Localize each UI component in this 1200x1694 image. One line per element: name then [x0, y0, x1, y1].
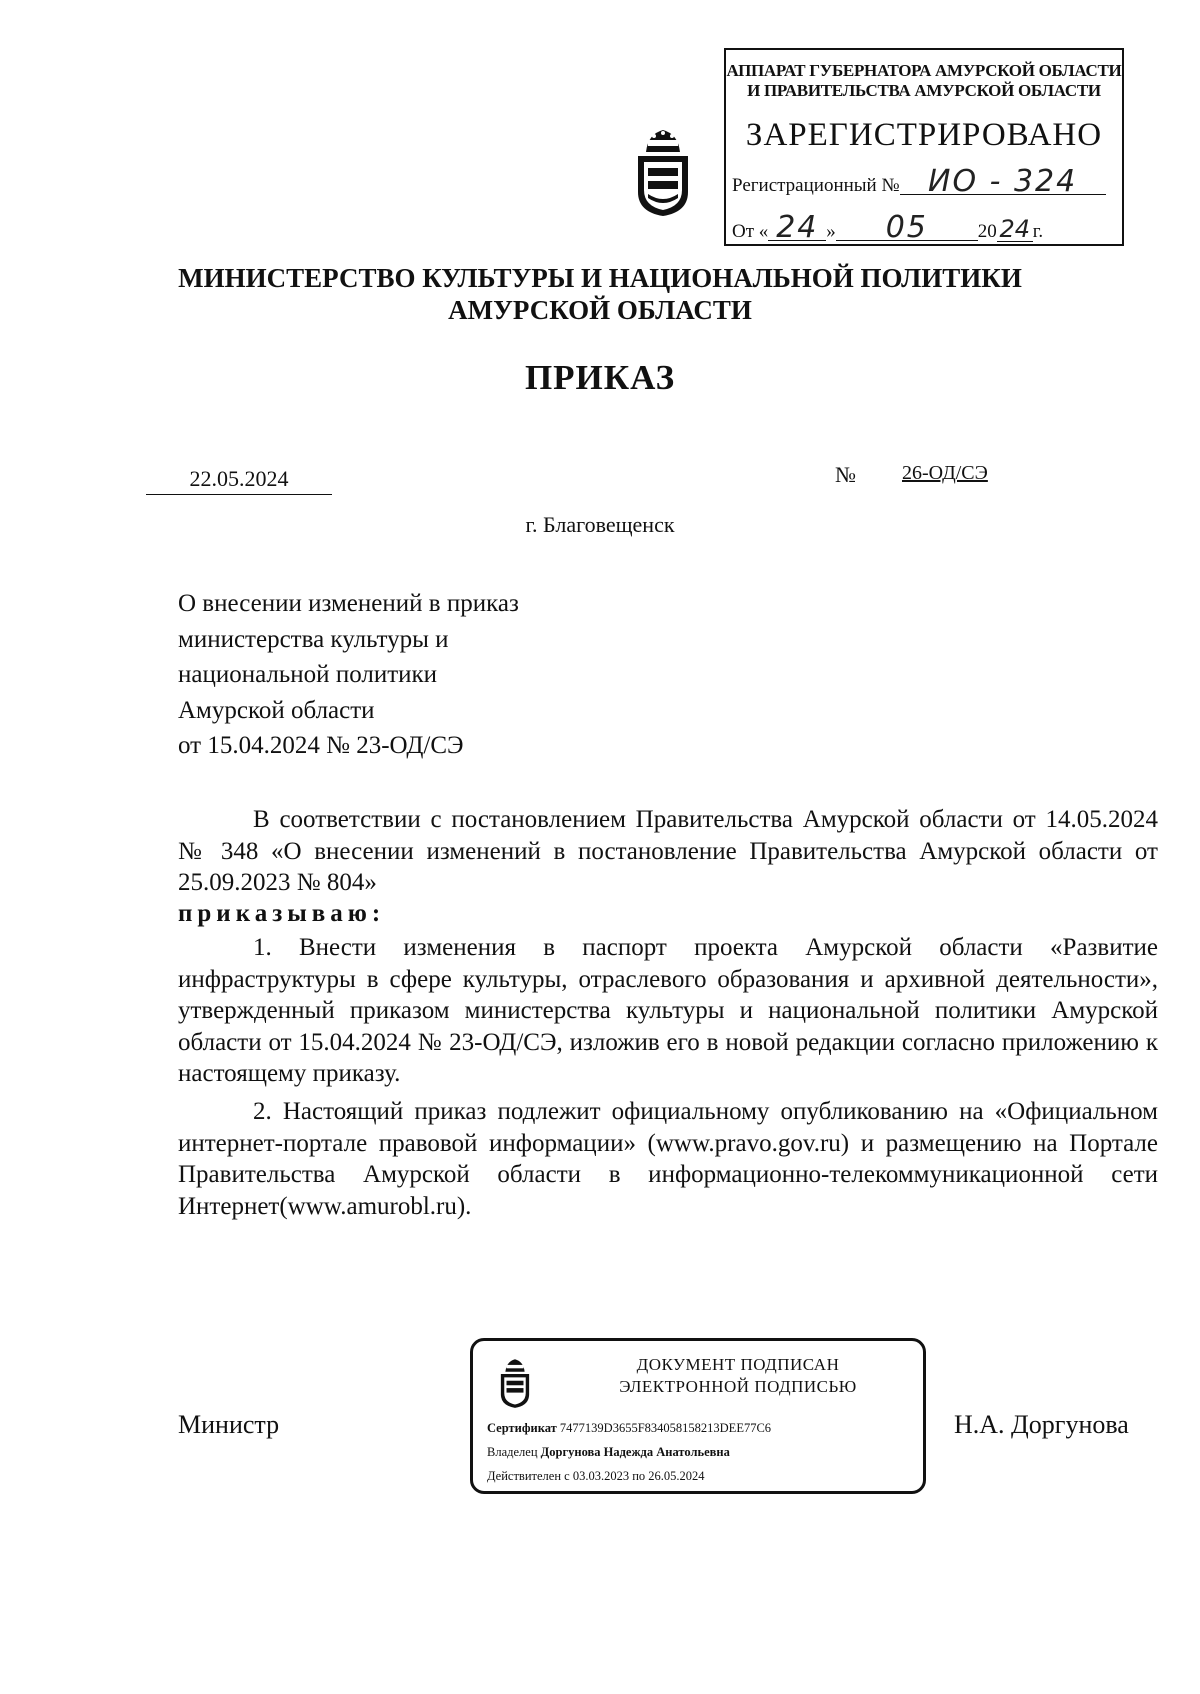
- signature-stamp-line2: ЭЛЕКТРОННОЙ ПОДПИСЬЮ: [619, 1377, 857, 1396]
- stamp-date-day: 24: [768, 216, 826, 241]
- validity-line: [487, 1469, 705, 1484]
- order-city: г. Благовещенск: [525, 512, 675, 537]
- order-item-2: 2. Настоящий приказ подлежит официальному опубликованию на «Официальном интернет-портале правовой информации» (www.pravo.gov.ru) и размещению на Портале Правительства Амурской области в информационно-телекоммуникационной сети Интернет(www.amurobl.ru).: [178, 1098, 1158, 1220]
- document-type-title: ПРИКАЗ: [524, 358, 676, 397]
- subject-line: О внесении изменений в приказ: [178, 590, 519, 617]
- stamp-registered-title: ЗАРЕГИСТРИРОВАНО: [745, 117, 1103, 153]
- stamp-date-mid: »: [826, 221, 836, 242]
- stamp-date-line: [732, 210, 1116, 245]
- ministry-name-line1: МИНИСТЕРСТВО КУЛЬТУРЫ И НАЦИОНАЛЬНОЙ ПОЛИТИКИ: [178, 263, 1022, 293]
- electronic-signature-stamp: [470, 1338, 926, 1494]
- stamp-date-prefix: От «: [732, 221, 769, 242]
- valid-to-label: по: [632, 1469, 646, 1483]
- order-number-label: №: [835, 462, 856, 487]
- certificate-value: 7477139D3655F834058158213DEE77C6: [559, 1421, 772, 1435]
- stamp-org-line2: И ПРАВИТЕЛЬСТВА АМУРСКОЙ ОБЛАСТИ: [747, 81, 1101, 100]
- subject-line: национальной политики: [178, 661, 438, 688]
- registration-stamp: [724, 48, 1124, 246]
- coat-of-arms-icon: [497, 1357, 533, 1409]
- ministry-name-line2: АМУРСКОЙ ОБЛАСТИ: [448, 295, 752, 325]
- stamp-org-line1: АППАРАТ ГУБЕРНАТОРА АМУРСКОЙ ОБЛАСТИ: [726, 61, 1122, 80]
- stamp-date-month: 05: [836, 216, 978, 241]
- signer-position: Министр: [178, 1410, 280, 1439]
- valid-from: 03.03.2023: [572, 1469, 630, 1483]
- valid-to: 26.05.2024: [648, 1469, 705, 1483]
- signer-name: Н.А. Доргунова: [954, 1410, 1129, 1439]
- stamp-number-value: ИО - 324: [900, 170, 1106, 195]
- subject-line: министерства культуры и: [178, 625, 449, 653]
- stamp-year-prefix: 20: [977, 221, 997, 242]
- preamble-paragraph: В соответствии с постановлением Правительства Амурской области от 14.05.2024 № 348 «О внесении изменений в постановление Правительства Амурской области от 25.09.2023 № 804»: [178, 806, 1158, 896]
- order-number-value: 26-ОД/СЭ: [902, 462, 988, 484]
- subject-line: от 15.04.2024 № 23-ОД/СЭ: [178, 732, 464, 759]
- subject-line: Амурской области: [178, 696, 375, 724]
- coat-of-arms-icon: [632, 126, 694, 218]
- owner-value: Доргунова Надежда Анатольевна: [540, 1445, 730, 1459]
- order-date: 22.05.2024: [146, 466, 332, 495]
- order-item-1: 1. Внести изменения в паспорт проекта Амурской области «Развитие инфраструктуры в сфере культуры, отраслевого образования и архивной деятельности», утвержденный приказом министерства культуры и национальной политики Амурской области от 15.04.2024 № 23-ОД/СЭ, изложив его в новой редакции согласно приложению к настоящему приказу.: [178, 934, 1158, 1087]
- certificate-line: [487, 1421, 771, 1436]
- owner-line: [487, 1445, 730, 1460]
- order-subject: [178, 586, 598, 764]
- certificate-label: Сертификат: [487, 1421, 557, 1435]
- validity-label: Действителен с: [487, 1469, 570, 1483]
- order-word: приказываю:: [178, 900, 386, 927]
- owner-label: Владелец: [487, 1445, 538, 1459]
- stamp-number-label: Регистрационный №: [732, 175, 900, 196]
- stamp-year-value: 24: [997, 217, 1033, 242]
- stamp-year-suffix: г.: [1032, 221, 1044, 242]
- signature-stamp-line1: ДОКУМЕНТ ПОДПИСАН: [636, 1355, 840, 1374]
- stamp-number-line: [732, 164, 1116, 199]
